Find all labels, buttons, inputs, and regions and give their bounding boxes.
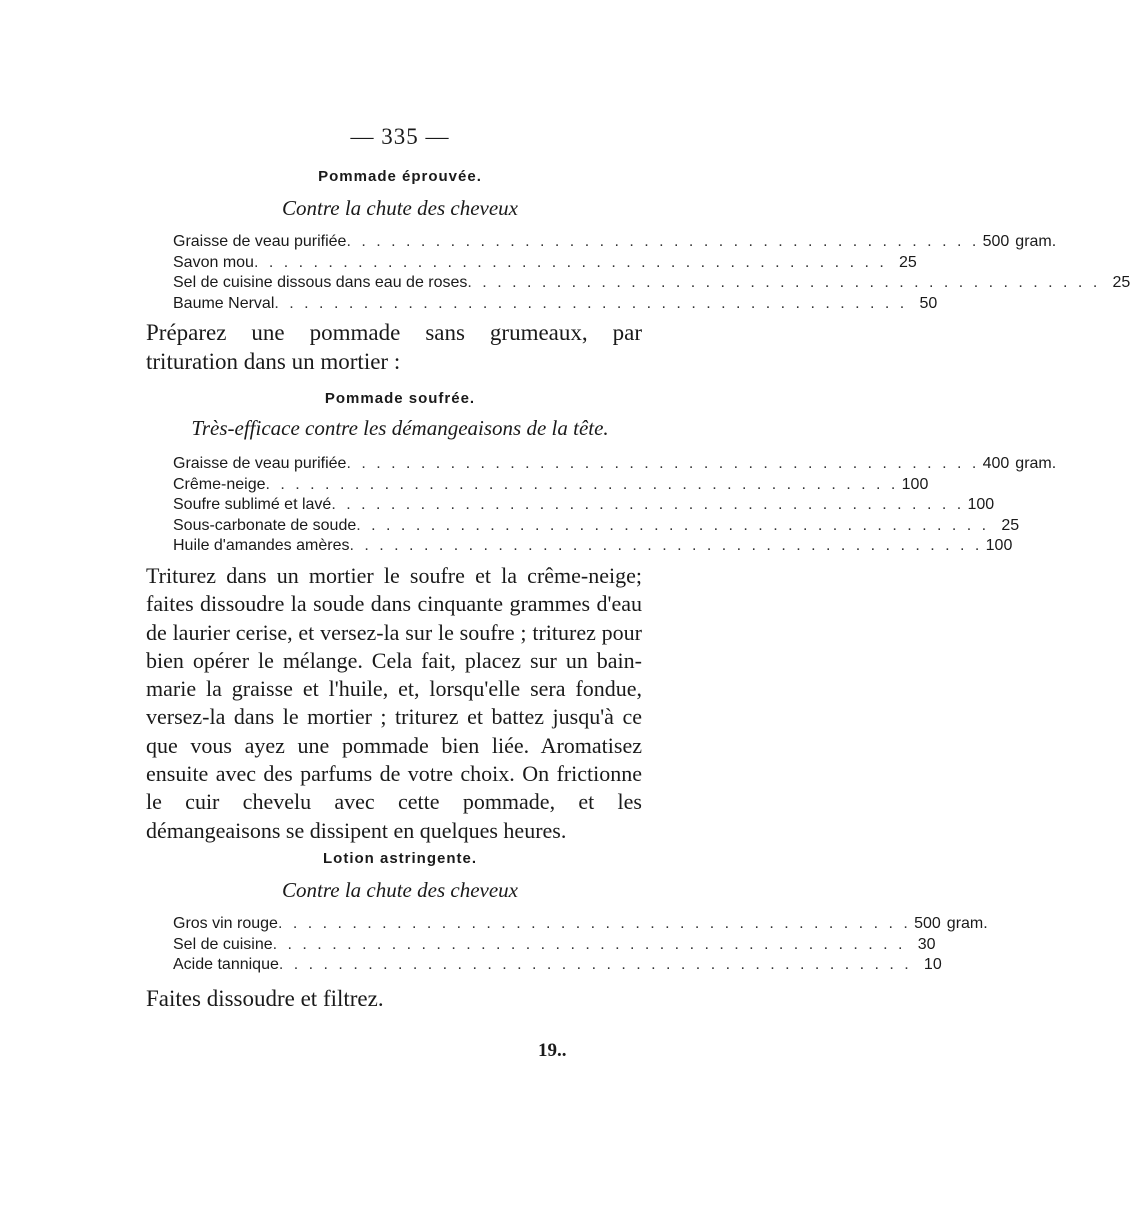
recipe-subtitle: Contre la chute des cheveux [282,878,518,902]
ingredient-row [173,495,995,516]
dot-leader [331,495,964,516]
page-number: — 335 — [350,124,450,149]
dot-leader [265,475,898,496]
ingredient-unit: gram. [946,915,988,932]
dot-leader [349,536,982,557]
dot-leader [346,232,979,253]
ingredient-name: Crême-neige [173,475,266,493]
ingredient-name: Acide tannique [173,956,279,973]
ingredient-quantity: 10 [923,956,942,973]
ingredient-row [173,935,936,956]
ingredient-quantity: 25 [1001,516,1020,534]
ingredient-quantity: 400 [982,455,1010,472]
ingredient-name: Savon mou [173,253,254,271]
ingredient-row [173,955,942,976]
ingredient-quantity: 50 [919,294,938,312]
recipe-instruction: Faites dissoudre et filtrez. [146,986,384,1011]
recipe-title: Pommade soufrée. [324,390,476,407]
ingredient-row [173,516,1020,537]
ingredient-row [173,253,917,274]
ingredient-row [173,475,929,496]
ingredient-list [173,232,1130,314]
recipe-title: Lotion astringente. [323,850,477,867]
ingredient-row [173,294,938,315]
ingredient-list [173,454,1057,557]
ingredient-name: Sel de cuisine [173,935,273,953]
dot-leader [346,454,979,475]
ingredient-row [173,536,1013,557]
ingredient-name: Sel de cuisine dissous dans eau de roses [173,274,468,291]
dot-leader [467,273,1100,294]
dot-leader [273,935,906,956]
signature-mark: 19.. [538,1040,567,1061]
ingredient-name: Graisse de veau purifiée [173,455,347,472]
ingredient-name: Soufre sublimé et lavé [173,496,332,513]
ingredient-list [173,914,988,976]
ingredient-row [173,232,1057,253]
dot-leader [274,294,907,315]
recipe-subtitle: Contre la chute des cheveux [282,196,518,220]
ingredient-quantity: 100 [967,496,995,513]
ingredient-name: Baume Nerval [173,294,275,312]
ingredient-quantity: 25 [1112,274,1130,291]
ingredient-quantity: 500 [982,233,1010,250]
ingredient-quantity: 30 [917,935,936,953]
dot-leader [278,914,911,935]
ingredient-row [173,273,1130,294]
ingredient-name: Graisse de veau purifiée [173,233,347,250]
recipe-subtitle: Très-efficace contre les démangeaisons de la tête. [191,416,609,440]
ingredient-quantity: 100 [901,475,929,493]
ingredient-name: Sous-carbonate de soude [173,516,357,534]
ingredient-row [173,454,1057,475]
ingredient-quantity: 500 [914,915,941,932]
dot-leader [279,955,912,976]
ingredient-quantity: 100 [985,537,1013,554]
ingredient-unit: gram. [1015,233,1057,250]
recipe-instruction: Triturez dans un mortier le soufre et la crême-neige; faites dissoudre la soude dans cinquante grammes d'eau de laurier cerise, et versez-la sur le soufre ; triturez pour bien opérer le mélange. Cela fait, placez sur un bain-marie la graisse et l'huile, et, lorsqu'elle sera fondue, versez-la dans le mortier ; triturez et battez jusqu'à ce que vous ayez une pommade bien liée. Aromatisez ensuite avec des parfums de votre choix. On frictionne le cuir chevelu avec cette pommade, et les démangeaisons se dissipent en quelques heures. [146,563,642,843]
ingredient-name: Huile d'amandes amères [173,537,350,554]
ingredient-row [173,914,988,935]
dot-leader [356,516,989,537]
recipe-title: Pommade éprouvée. [318,168,482,185]
ingredient-unit: gram. [1015,455,1057,472]
ingredient-name: Gros vin rouge [173,915,278,932]
dot-leader [254,253,887,274]
ingredient-quantity: 25 [899,253,917,271]
recipe-instruction: Préparez une pommade sans grumeaux, par trituration dans un mortier : [146,320,642,375]
